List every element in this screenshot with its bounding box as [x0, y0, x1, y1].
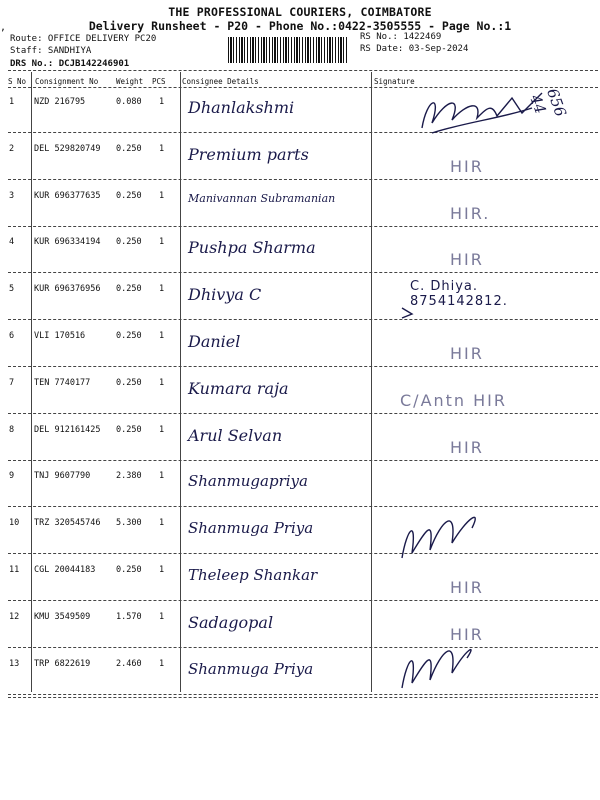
- row-sno: 6: [9, 331, 15, 341]
- col-header-sno: S No: [8, 77, 27, 86]
- row-pcs: 1: [159, 284, 165, 294]
- row-consignee: Shanmugapriya: [188, 472, 308, 490]
- row-sno: 5: [9, 284, 15, 294]
- row-consignment-no: KUR 696376956: [34, 284, 101, 294]
- table-bottom-border: [8, 697, 598, 698]
- row-sno: 13: [9, 659, 20, 669]
- row-sno: 7: [9, 378, 15, 388]
- row-weight: 1.570: [116, 612, 142, 622]
- row-pcs: 1: [159, 191, 165, 201]
- row-consignee: Arul Selvan: [188, 426, 283, 445]
- row-weight: 0.250: [116, 425, 142, 435]
- row-consignment-no: KUR 696334194: [34, 237, 101, 247]
- col-header-consignee: Consignee Details: [182, 77, 259, 86]
- col-header-pcs: PCS: [152, 77, 166, 86]
- row-consignment-no: TNJ 9607790: [34, 471, 91, 481]
- row-sno: 11: [9, 565, 20, 575]
- row-signature: HIR: [450, 438, 484, 457]
- row-consignment-no: TRP 6822619: [34, 659, 91, 669]
- row-weight: 0.250: [116, 378, 142, 388]
- row-pcs: 1: [159, 378, 165, 388]
- signature-scribble-row1-b: [432, 108, 532, 133]
- row-consignee: Kumara raja: [188, 379, 289, 398]
- col-header-signature: Signature: [374, 77, 415, 86]
- row-pcs: 1: [159, 612, 165, 622]
- row-sno: 12: [9, 612, 20, 622]
- row-weight: 0.250: [116, 237, 142, 247]
- row-weight: 0.250: [116, 191, 142, 201]
- row-weight: 2.460: [116, 659, 142, 669]
- row-sno: 9: [9, 471, 15, 481]
- handwritten-note: 656 44: [526, 86, 570, 120]
- col-divider: [180, 72, 181, 692]
- row-signature: HIR: [450, 625, 484, 644]
- row-pcs: 1: [159, 518, 165, 528]
- row-consignment-no: DEL 529820749: [34, 144, 101, 154]
- company-title: THE PROFESSIONAL COURIERS, COIMBATORE: [168, 5, 432, 19]
- runsheet-title: Delivery Runsheet - P20 - Phone No.:0422-3505555 - Page No.:1: [88, 19, 512, 33]
- row-consignment-no: NZD 216795: [34, 97, 86, 107]
- rs-number: RS No.: 1422469: [360, 32, 442, 42]
- row-pcs: 1: [159, 97, 165, 107]
- row-pcs: 1: [159, 331, 165, 341]
- rs-date: RS Date: 03-Sep-2024: [360, 44, 469, 54]
- row-sno: 3: [9, 191, 15, 201]
- barcode-image: [228, 37, 348, 63]
- row-signature: HIR: [450, 157, 484, 176]
- row-pcs: 1: [159, 565, 165, 575]
- row-consignee: Manivannan Subramanian: [188, 192, 336, 205]
- row-consignee: Dhanlakshmi: [188, 98, 295, 117]
- row-consignment-no: KUR 696377635: [34, 191, 101, 201]
- route-label: Route: OFFICE DELIVERY PC20: [10, 34, 157, 44]
- row-consignee: Dhivya C: [188, 285, 262, 304]
- col-header-consignment: Consignment No: [35, 77, 99, 86]
- row-pcs: 1: [159, 471, 165, 481]
- col-divider: [31, 72, 32, 692]
- row-consignee: Daniel: [188, 332, 241, 351]
- signature-scribble-row5: [402, 308, 412, 318]
- row-consignment-no: CGL 20044183: [34, 565, 96, 575]
- drs-number: DRS No.: DCJB142246901: [10, 59, 130, 69]
- row-pcs: 1: [159, 425, 165, 435]
- row-consignee: Shanmuga Priya: [188, 660, 314, 678]
- row-sno: 2: [9, 144, 15, 154]
- row-consignee: Premium parts: [188, 145, 309, 164]
- row-signature: HIR.: [450, 204, 491, 223]
- signature-scribbles: [372, 88, 598, 698]
- row-weight: 0.250: [116, 284, 142, 294]
- col-header-weight: Weight: [116, 77, 144, 86]
- row-signature: C. Dhiya. 8754142812.: [410, 279, 508, 309]
- row-pcs: 1: [159, 237, 165, 247]
- row-weight: 0.250: [116, 565, 142, 575]
- row-pcs: 1: [159, 144, 165, 154]
- row-weight: 2.380: [116, 471, 142, 481]
- staff-label: Staff: SANDHIYA: [10, 46, 92, 56]
- table-top-border: [8, 70, 598, 71]
- row-signature: HIR: [450, 578, 484, 597]
- row-weight: 5.300: [116, 518, 142, 528]
- row-consignment-no: TEN 7740177: [34, 378, 91, 388]
- signature-scribble-row13: [402, 650, 471, 688]
- row-weight: 0.250: [116, 144, 142, 154]
- row-weight: 0.080: [116, 97, 142, 107]
- row-consignee: Theleep Shankar: [188, 566, 318, 584]
- row-weight: 0.250: [116, 331, 142, 341]
- row-consignment-no: TRZ 320545746: [34, 518, 101, 528]
- row-consignee: Sadagopal: [188, 613, 274, 632]
- row-sno: 10: [9, 518, 20, 528]
- row-signature: HIR: [450, 250, 484, 269]
- row-consignee: Shanmuga Priya: [188, 519, 314, 537]
- row-consignment-no: DEL 912161425: [34, 425, 101, 435]
- row-pcs: 1: [159, 659, 165, 669]
- row-sno: 8: [9, 425, 15, 435]
- row-sno: 1: [9, 97, 15, 107]
- row-signature: HIR: [450, 344, 484, 363]
- stray-mark: ,: [0, 22, 7, 33]
- row-sno: 4: [9, 237, 15, 247]
- row-consignee: Pushpa Sharma: [188, 238, 316, 257]
- signature-scribble-row10-b: [402, 517, 475, 558]
- row-signature: C/Antn HIR: [400, 391, 508, 410]
- row-consignment-no: VLI 170516: [34, 331, 86, 341]
- row-consignment-no: KMU 3549509: [34, 612, 91, 622]
